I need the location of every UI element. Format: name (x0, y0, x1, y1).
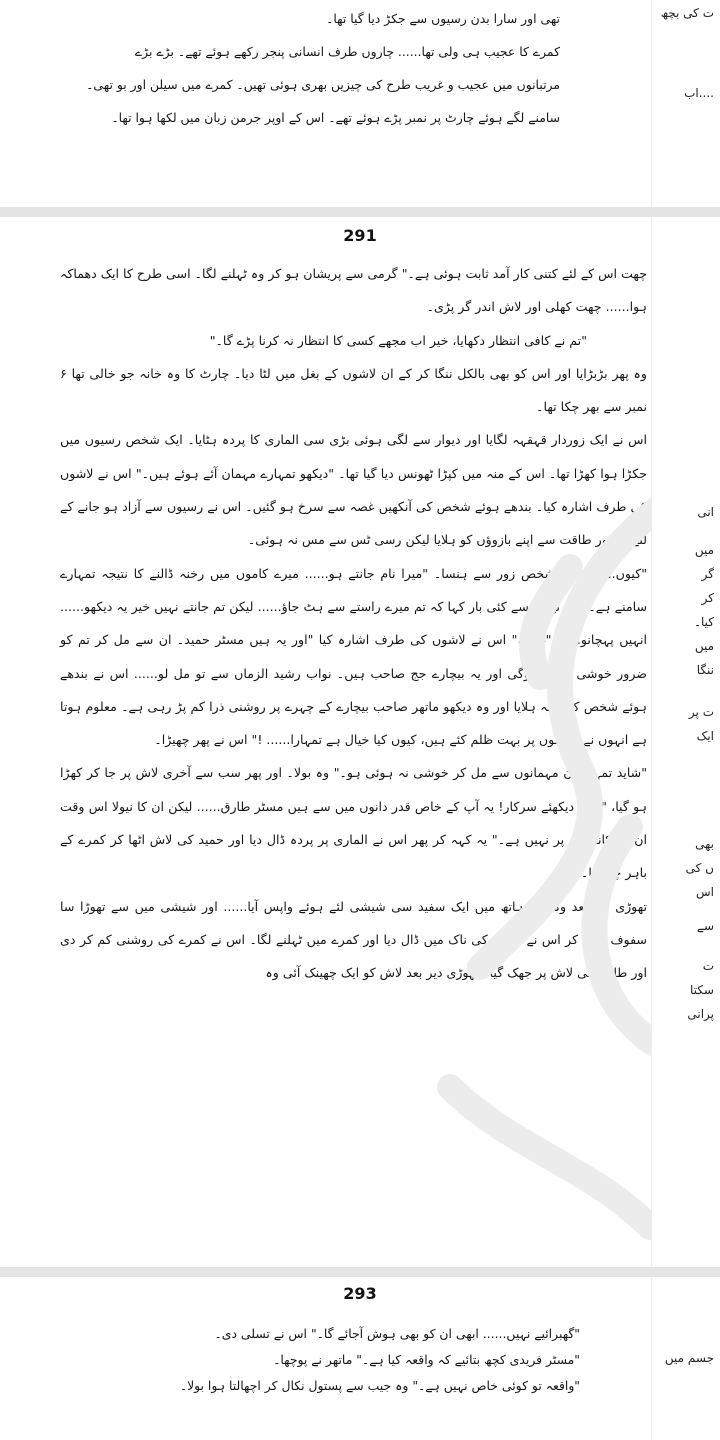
adjacent-page-column (651, 0, 720, 207)
text-line: "مسٹر فریدی کچھ بتائیے کہ واقعہ کیا ہے۔" ماتھر نے پوچھا۔ (273, 1352, 580, 1367)
side-fragment: کر (701, 591, 714, 605)
page-number: 291 (343, 226, 377, 245)
paragraph: اس نے ایک زوردار قہقہہ لگایا اور دیوار سے لگی ہوئی بڑی سی الماری کا پردہ ہٹایا۔ ایک شخص رسیوں میں جکڑا ہوا کھڑا تھا۔ اس کے منہ میں کپڑا ٹھونس دیا گیا تھا۔ "دیکھو تمہارے مہمان آئے ہوئے ہیں۔" اس نے لاشوں کی طرف اشارہ کیا۔ بندھے ہوئے شخص کی آنکھیں غصہ سے سرخ ہو گئیں۔ اس نے رسیوں سے آزاد ہو جانے کے لئے بھرپور طاقت سے اپنے بازوؤں کو ہلایا لیکن رسی ٹس سے مس نہ ہوئی۔ (60, 432, 647, 548)
side-fragment: ایک (696, 729, 714, 743)
text-line: "گھبرائیے نہیں...... ابھی ان کو بھی ہوش آجائے گا۔" اس نے تسلی دی۔ (214, 1326, 580, 1341)
top-page (0, 0, 720, 207)
side-fragment: ت پر (688, 705, 714, 719)
text-line: "واقعہ تو کوئی خاص نہیں ہے۔" وہ جیب سے پستول نکال کر اچھالتا ہوا بولا۔ (179, 1378, 580, 1393)
paragraph: "کیوں...... " وہ شخص زور سے ہنسا۔ "میرا نام جانتے ہو...... میرے کاموں میں رخنہ ڈالنے کا نتیجہ تمہارے سامنے ہے۔ میں نے تم سے کئی بار کہا کہ تم میرے راستے سے ہٹ جاؤ...... لیکن تم جانتے نہیں خیر یہ دیکھو...... انہیں پہچانو...... "غزالہ" اس نے لاشوں کی طرف اشارہ کیا "اور یہ ہیں مسٹر حمید۔ ان سے مل کر تم کو ضرور خوشی ہوئی ہوگی اور یہ بیچارے جج صاحب ہیں۔ نواب رشید الزماں سے تو مل لو...... اس نے بندھے ہوئے شخص کا شانہ ہلایا اور وہ دیکھو ماتھر صاحب بیچارے کے چہرے پر روشنی ذرا کم پڑ رہی ہے۔ معلوم ہوتا ہے انہوں نے ملزموں پر بہت ظلم کئے ہیں، کیوں کیا خیال ہے تمہارا...... !" اس نے پھر چھیڑا۔ (60, 565, 647, 748)
text-line: کمرے کا عجیب ہی ولی تھا...... چاروں طرف انسانی پنجر رکھے ہوئے تھے۔ بڑے بڑے (134, 44, 560, 59)
paragraph: وہ پھر بڑبڑایا اور اس کو بھی بالکل ننگا کر کے ان لاشوں کے بغل میں لٹا دیا۔ چارٹ کا وہ خانہ جو خالی تھا ۶ نمبر سے بھر چکا تھا۔ (60, 365, 647, 415)
middle-page-text (60, 257, 647, 990)
middle-page (0, 217, 720, 1267)
side-fragment: ننگا (696, 663, 714, 677)
paragraph: "شاید تمہیں ان مہمانوں سے مل کر خوشی نہ ہوئی ہو۔" وہ بولا۔ اور پھر سب سے آخری لاش پر جا کر کھڑا ہو گیا، "ادھر دیکھئے سرکار! یہ آپ کے خاص قدر دانوں میں سے ہیں مسٹر طارق...... لیکن ان کا نیولا اس وقت ان کے کاندھوں پر نہیں ہے۔" یہ کہہ کر پھر اس نے الماری پر پردہ ڈال دیا اور حمید کی لاش اٹھا کر کمرے کے باہر چلا گیا۔ (60, 765, 647, 881)
text-line: مرتبانوں میں عجیب و غریب طرح کی چیزیں بھری ہوئی تھیں۔ کمرے میں سیلن اور بو تھی۔ (86, 77, 560, 92)
side-fragment: ت (702, 959, 714, 973)
paragraph: تھوڑی دیر بعد وہ اپنے ہاتھ میں ایک سفید سی شیشی لئے ہوئے واپس آیا...... اور شیشی میں سے تھوڑا سا سفوف نکال کر اس نے طارق کی ناک میں ڈال دیا اور کمرے میں ٹہلنے لگا۔ اس نے کمرے کی روشنی کم کر دی اور طارق کی لاش پر جھک گیا۔ تھوڑی دیر بعد لاش کو ایک چھینک آئی وہ (60, 898, 647, 981)
side-fragment: میں (694, 543, 714, 557)
side-fragment: ں کی (685, 861, 714, 875)
paragraph: "تم نے کافی انتظار دکھایا، خیر اب مجھے کسی کا انتظار نہ کرنا پڑے گا۔" (209, 332, 587, 348)
side-fragment: بھی (695, 837, 714, 851)
page-number: 293 (343, 1284, 377, 1303)
side-fragment: گر (701, 567, 714, 581)
side-fragment: میں (694, 639, 714, 653)
side-fragment: کیا۔ (693, 615, 714, 629)
side-fragment: انی (697, 505, 714, 519)
text-line: تھی اور سارا بدن رسیوں سے جکڑ دیا گیا تھا۔ (326, 11, 560, 26)
side-fragment: ت کی بچھ (660, 6, 714, 20)
adjacent-page-column (651, 217, 720, 1267)
bottom-page (0, 1277, 720, 1440)
top-page-text (0, 2, 560, 134)
side-fragment: جسم میں (664, 1351, 714, 1365)
paragraph: چھت اس کے لئے کتنی کار آمد ثابت ہوئی ہے۔" گرمی سے پریشان ہو کر وہ ٹہلنے لگا۔ اسی طرح کا ایک دھماکہ ہوا...... چھت کھلی اور لاش اندر گر پڑی۔ (60, 266, 647, 315)
side-fragment: اس (696, 885, 714, 899)
adjacent-page-column (651, 1277, 720, 1440)
side-fragment: سکتا (690, 983, 714, 997)
side-fragment: پرانی (687, 1007, 714, 1021)
bottom-page-text (140, 1321, 580, 1399)
side-fragment: ....اب (684, 86, 714, 100)
side-fragment: سے (696, 919, 714, 933)
text-line: سامنے لگے ہوئے چارٹ پر نمبر پڑے ہوئے تھے۔ اس کے اوپر جرمن زبان میں لکھا ہوا تھا۔ (111, 110, 560, 125)
